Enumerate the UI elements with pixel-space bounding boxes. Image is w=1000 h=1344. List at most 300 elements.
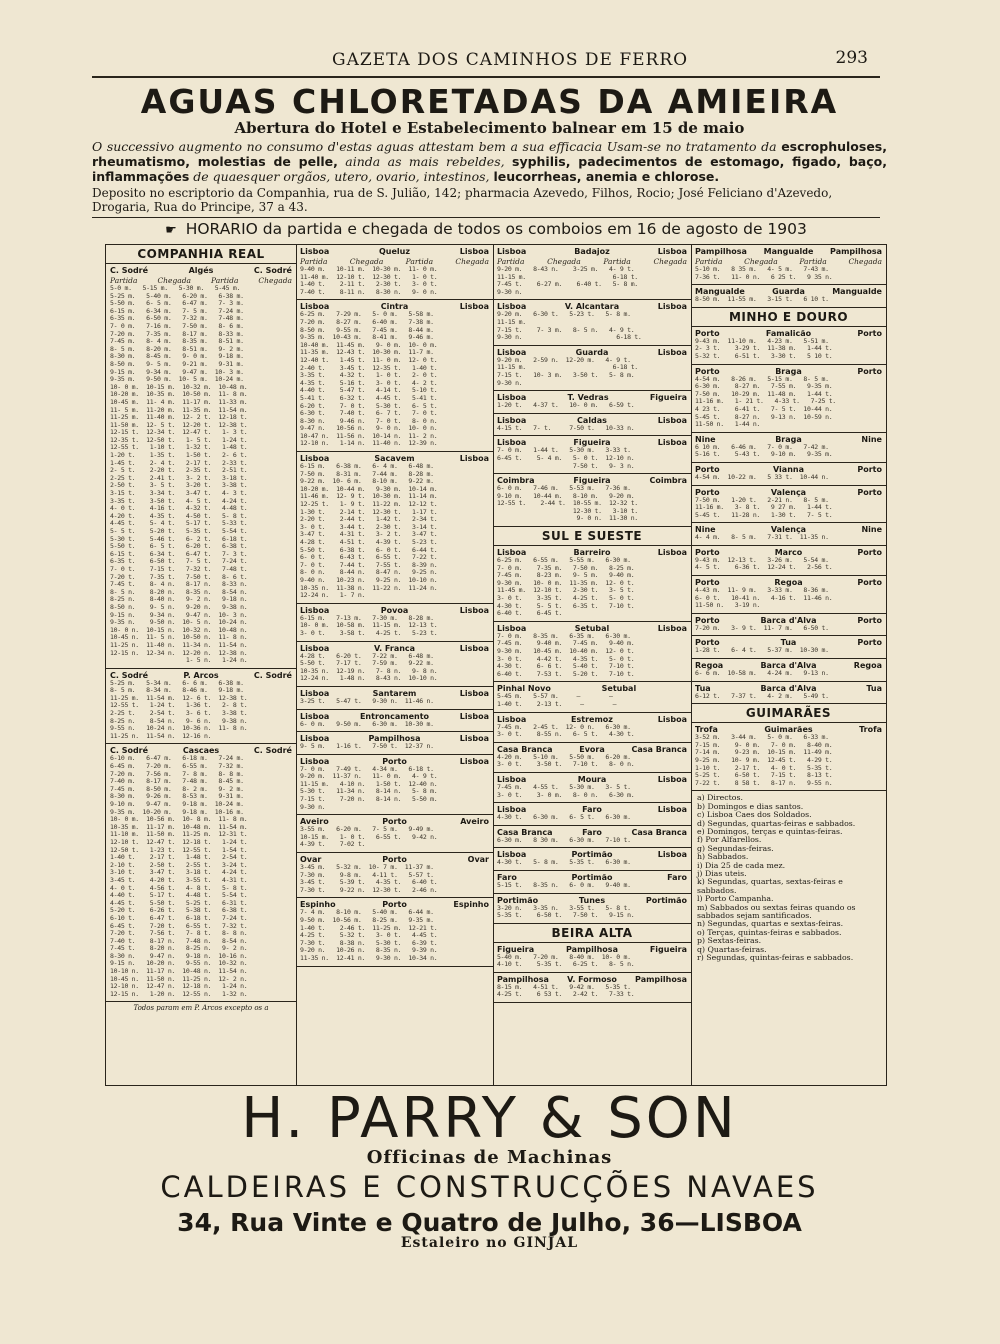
- station-name: C. Sodré: [110, 266, 149, 275]
- station-header: [300, 734, 489, 743]
- timetable-block: [493, 894, 691, 924]
- time-rows: 6-12 t. 7-37 t. 4- 2 m. 5-49 t.: [695, 692, 829, 700]
- station-name: Figueira: [649, 944, 687, 954]
- station-header: [497, 775, 687, 784]
- station-name: C. Sodré: [110, 670, 149, 680]
- station-header: [695, 247, 882, 256]
- advert-amieira-subheadline: Abertura do Hotel e Estabelecimento balnear em 15 de maio: [234, 119, 745, 137]
- station-header: [497, 745, 687, 754]
- station-name: Porto: [857, 615, 882, 625]
- timetable-block: [493, 436, 691, 474]
- station-name: Lisboa: [300, 247, 330, 256]
- station-name: V. Formoso: [567, 974, 617, 984]
- station-name: Casa Branca: [631, 744, 687, 754]
- legend-item: g) Segundas-feiras.: [697, 843, 774, 853]
- station-header: [497, 828, 687, 837]
- station-name: Lisboa: [497, 393, 527, 403]
- body-text-3: de quaesquer orgãos, utero, ovario, intestinos,: [193, 169, 490, 184]
- station-header: [300, 900, 489, 909]
- timetable-block: [691, 636, 886, 659]
- legend-item: k) Segundas, quartas, sextas-feiras e sabbados.: [697, 877, 843, 895]
- timetable-block: [691, 433, 886, 463]
- column-label: Partida: [799, 257, 827, 266]
- station-name: Lisboa: [459, 454, 489, 464]
- station-name: Porto: [857, 487, 882, 497]
- timetable-block: [296, 642, 493, 687]
- station-header: [497, 896, 687, 905]
- station-name: Lisboa: [657, 438, 687, 448]
- station-name: Aveiro: [460, 817, 489, 827]
- station-header: [695, 548, 882, 557]
- station-name: Porto: [857, 638, 882, 648]
- column-label: Chegada: [157, 276, 191, 285]
- station-name: Pampilhosa: [635, 974, 687, 984]
- timetable-grid: [105, 244, 887, 1086]
- timetable-block: [296, 300, 493, 452]
- legend-item: j) Dias uteis.: [697, 869, 747, 879]
- time-rows: 5-15 t. 8-35 n. 6- 0 m. 9-40 m.: [497, 881, 631, 889]
- timetable-block: [493, 346, 691, 391]
- timetable-block: [106, 264, 296, 669]
- timetable-column-2: [296, 245, 494, 1085]
- station-name: Lisboa: [459, 734, 489, 744]
- station-name: Mangualde: [832, 287, 882, 297]
- timetable-block: [493, 300, 691, 345]
- timetable-block: [493, 826, 691, 849]
- timetable-block: [493, 713, 691, 743]
- station-name: Lisboa: [657, 415, 687, 425]
- time-rows: 9-20 m. 8-43 n. 3-25 m. 4- 9 t. 11-15 m. 6-18 t. 7-45 t. 6-27 m. 6-40 t. 5- 8 m. 9-30 n.: [497, 266, 638, 296]
- station-header: [497, 348, 687, 357]
- time-rows: 3-25 t. 5-47 t. 9-30 n. 11-46 n.: [300, 697, 434, 705]
- station-header: [300, 644, 489, 653]
- station-name: Lisboa: [497, 438, 527, 448]
- station-name: Lisboa: [300, 756, 330, 766]
- time-rows: 4- 4 m. 8- 5 m. 7-31 t. 11-35 n.: [695, 534, 829, 542]
- station-name: Mangualde: [763, 247, 814, 256]
- time-rows: 6- 6 m. 10-58 m. 4-24 m. 9-13 n.: [695, 670, 829, 678]
- station-header: [300, 454, 489, 463]
- column-label: Chegada: [349, 257, 384, 266]
- station-name: Setubal: [574, 623, 610, 633]
- time-rows: 3-55 m. 6-20 m. 7- 5 m. 9-49 m. 10-15 m. 1- 0 t. 6-55 t. 9-42 n. 4-39 t. 7-02 t.: [300, 826, 438, 849]
- station-name: Lisboa: [657, 548, 687, 558]
- station-name: Ovar: [467, 855, 489, 865]
- body-bold-3: leucorrheas, anemia e chlorose.: [493, 169, 720, 184]
- station-name: Espinho: [453, 900, 489, 910]
- station-name: Lisboa: [459, 756, 489, 766]
- station-name: Coimbra: [649, 476, 687, 486]
- station-header: [110, 746, 292, 755]
- legend-item: b) Domingos e dias santos.: [697, 801, 804, 811]
- station-header: [695, 329, 882, 338]
- time-rows: 9-43 m. 12-13 t. 3-26 m. 5-54 m. 4- 5 t. 6-36 t. 12-24 t. 2-56 t.: [695, 556, 833, 572]
- station-name: Porto: [695, 578, 720, 588]
- time-rows: 5-45 m. 5-57 m. — — 1-40 t. 2-13 t. — —: [497, 693, 617, 708]
- station-name: Lisboa: [459, 688, 489, 698]
- time-rows: 6-25 m. 6-55 m. 5-55 m. 6-30 m. 7- 0 m. 7-35 m. 7-50 m. 8-25 m. 7-45 m. 8-23 m. 9- 5 m. 9-40 m. 9-30 m. 10- 0 m. 11-35 m. 12- 0 t. 11-45 m. 12-10 t. 2-30 t. 3- 5 t. 3- 0 t. 3-35 t. 4-25 t. 5- 0 t. 4-30 t. 5- 5 t. 6-35 t. 7-10 t. 6-40 t. 6-45 t.: [497, 557, 635, 618]
- schedule-title: [92, 217, 880, 238]
- timetable-block: [493, 474, 691, 527]
- station-header: [695, 488, 882, 497]
- timetable-block: [493, 622, 691, 683]
- station-name: Lisboa: [497, 247, 527, 256]
- station-name: Lisboa: [459, 302, 489, 312]
- time-rows: 9-40 m. 10-11 m. 10-30 m. 11- 0 m. 11-40 m. 12-10 t. 12-30 t. 1- 0 t. 1-40 t. 2-11 t. 2-30 t. 3- 0 t. 7-40 t. 8-11 n. 8-30 n. 9- 0 n.: [300, 266, 438, 296]
- station-header: [300, 757, 489, 766]
- station-header: [497, 247, 687, 256]
- station-header: [695, 367, 882, 376]
- column-label: Chegada: [653, 257, 687, 266]
- time-rows: 7-20 m. 3- 9 t. 11- 7 m. 6-50 t.: [695, 624, 829, 632]
- station-header: [497, 945, 687, 954]
- body-text-1: O successivo augmento no consumo d'estas aguas attestam bem a sua efficacia Usam-se no tratamento da: [92, 139, 777, 154]
- column-label: Chegada: [848, 257, 882, 266]
- station-name: Lisboa: [497, 714, 527, 724]
- advert-parry-address: 34, Rua Vinte e Quatro de Julho, 36—LISBOA: [177, 1208, 802, 1237]
- time-rows: 1-28 t. 6- 4 t. 5-37 m. 10-30 m.: [695, 647, 829, 655]
- time-rows: 7- 0 m. 8-35 m. 6-35 m. 6-30 m. 7-45 m. 9-40 m. 7-45 m. 9-40 m. 9-30 m. 10-45 m. 10-40 m. 12- 0 t. 3- 0 t. 4-42 t. 4-35 t. 5- 0 t. 4-30 t. 6- 6 t. 5-40 t. 7-10 t. 6-40 t. 7-53 t. 5-20 t. 7-10 t.: [497, 632, 635, 678]
- time-rows: 8-15 m. 4-51 t. 9-42 m. 5-35 t. 4-25 t. 6 53 t. 2-42 t. 7-33 t.: [497, 983, 635, 999]
- station-name: Portimão: [571, 872, 613, 882]
- time-rows: 4-15 t. 7- t. 7-50 t. 10-33 n.: [497, 424, 635, 432]
- journal-title: GAZETA DOS CAMINHOS DE FERRO: [332, 50, 689, 70]
- time-rows: 9-20 m. 2-59 n. 12-20 m. 4- 9 t. 11-15 m. 6-18 t. 7-15 t. 10- 3 m. 3-50 t. 5- 8 m. 9-30 n.: [497, 356, 638, 387]
- advert-amieira-body: [92, 139, 887, 184]
- timetable-block: [296, 604, 493, 642]
- timetable-column-3: [493, 245, 692, 1085]
- station-name: Coimbra: [497, 476, 535, 486]
- station-header: [497, 302, 687, 311]
- timetable-block: [493, 803, 691, 826]
- legend-item: a) Directos.: [697, 793, 743, 803]
- column-label: Partida: [300, 257, 328, 266]
- station-name: C. Sodré: [110, 746, 149, 756]
- station-name: Entroncamento: [359, 711, 430, 721]
- station-header: [695, 725, 882, 734]
- station-header: [300, 712, 489, 721]
- column-label: Partida: [603, 257, 631, 266]
- station-header: [300, 247, 489, 256]
- station-name: T. Vedras: [567, 393, 609, 403]
- time-rows: 9-20 m. 6-30 t. 5-23 t. 5- 8 m. 11-15 m. 7-15 t. 7- 3 m. 8- 5 n. 4- 9 t. 9-30 n. 6-18 t.: [497, 311, 642, 342]
- station-name: V. Alcantara: [564, 302, 620, 312]
- time-rows: 7-45 m. 2-45 t. 12- 0 n. 6-30 m. 3- 0 t. 8-55 n. 6- 5 t. 4-30 t.: [497, 723, 635, 739]
- station-name: Regoa: [853, 661, 882, 671]
- station-header: [695, 578, 882, 587]
- station-name: Marco: [774, 547, 803, 557]
- station-name: Porto: [857, 328, 882, 338]
- station-name: Lisboa: [657, 850, 687, 860]
- station-name: Povoa: [380, 605, 409, 615]
- timetable-block: [296, 710, 493, 733]
- station-name: Faro: [582, 805, 602, 815]
- station-name: Pampilhosa: [368, 734, 421, 744]
- station-name: Tua: [695, 683, 711, 693]
- station-header: [300, 606, 489, 615]
- timetable-block: [296, 452, 493, 604]
- station-name: Pampilhosa: [566, 944, 618, 954]
- timetable-block: [691, 659, 886, 682]
- section-title: MINHO E DOURO: [691, 308, 886, 327]
- timetable-block: [493, 943, 691, 973]
- timetable-block: [493, 391, 691, 414]
- column-labels: [110, 276, 292, 285]
- station-header: [497, 873, 687, 882]
- timetable-block: [106, 744, 296, 1002]
- station-header: [300, 689, 489, 698]
- advert-amieira-headline: AGUAS CHLORETADAS DA AMIEIRA: [140, 82, 839, 121]
- station-name: C. Sodré: [253, 266, 292, 275]
- time-rows: 4-43 m. 11- 9 m. 3-33 m. 8-36 m. 6- 0 t. 10-41 n. 4-16 t. 11-46 n. 11-50 n. 3-19 n.: [695, 587, 833, 610]
- station-name: Lisboa: [300, 643, 330, 653]
- station-name: Lisboa: [497, 850, 527, 860]
- time-rows: 4-28 t. 6-20 t. 7-22 m. 6-48 m. 5-50 t. 7-17 t. 7-59 m. 9-22 m. 10-35 n. 12-19 n. 7- 8 n. 9- 8 n. 12-24 n. 1-48 n. 8-43 n. 10-10 n.: [300, 652, 438, 683]
- station-name: Ovar: [300, 855, 322, 865]
- time-rows: 4-30 t. 5- 8 m. 5-35 t. 6-30 m.: [497, 859, 631, 867]
- station-name: Guarda: [772, 287, 805, 297]
- station-name: Queluz: [378, 247, 410, 256]
- section-title: GUIMARÃES: [691, 704, 886, 723]
- column-label: Chegada: [455, 257, 489, 266]
- time-rows: 4-20 m. 5-10 m. 5-50 m. 6-20 m. 3- 0 t. 3-50 t. 7-10 t. 8- 0 n.: [497, 753, 635, 769]
- column-label: Partida: [695, 257, 723, 266]
- station-header: [497, 416, 687, 425]
- time-rows: 4-54 m. 10-22 m. 5 33 t. 10-44 n.: [695, 473, 829, 481]
- time-rows: 3-45 m. 5-32 m. 10- 7 m. 11-37 m. 7-30 m. 9-8 m. 4-11 t. 5-57 t. 3-45 t. 5-39 t. 4-35 t. 6-40 t. 7-30 t. 9-22 n. 12-30 t. 2-46 n.: [300, 864, 438, 894]
- station-name: P. Arcos: [183, 670, 219, 680]
- time-rows: 7- 4 m. 8-10 m. 5-40 m. 6-44 m. 9-50 m. 10-56 m. 8-25 m. 9-35 m. 1-40 t. 2-46 t. 11-25 m. 12-21 t. 4-25 t. 5-32 t. 3- 0 t. 4-45 t. 7-30 t. 8-38 n. 5-30 t. 6-39 t. 9-20 n. 10-26 n. 8-35 n. 9-39 n. 11-35 n. 12-41 n. 9-30 n. 10-34 n.: [300, 909, 438, 962]
- station-name: Lisboa: [657, 623, 687, 633]
- timetable-column-4: [691, 245, 886, 1085]
- station-name: Pampilhosa: [695, 247, 747, 256]
- station-name: Vianna: [773, 464, 804, 474]
- legend-item: d) Segundas, quartas-feiras e sabbados.: [697, 818, 856, 828]
- time-rows: 6-30 m. 8 30 m. 6-30 m. 7-10 t.: [497, 836, 631, 844]
- time-rows: 8-50 m. 11-55 m. 3-15 t. 6 10 t.: [695, 296, 829, 304]
- page-number: 293: [835, 48, 868, 68]
- station-header: [110, 671, 292, 680]
- station-name: Lisboa: [459, 247, 489, 256]
- timetable-block: [493, 848, 691, 871]
- station-name: Lisboa: [300, 454, 330, 464]
- legend-item: l) Porto Campanha.: [697, 894, 774, 904]
- station-header: [497, 476, 687, 485]
- time-rows: 6- 0 m. 7-46 m. 5-53 m. 7-36 m. 9-10 m. 10-44 m. 8-10 m. 9-20 m. 12-55 t. 2-44 t. 10-55 m. 12-32 t. 12-30 t. 3-10 t. 9- 0 n. 11-30 n.: [497, 485, 638, 523]
- station-name: Regoa: [774, 578, 803, 588]
- time-rows: 6-10 m. 6-47 m. 6-18 m. 7-24 m. 6-45 m. 7-20 m. 6-55 m. 7-32 m. 7-20 m. 7-56 m. 7- 8 m. 8- 8 m. 7-40 m. 8-17 m. 7-48 m. 8-45 m. 7-45 m. 8-50 m. 8- 2 m. 9- 2 m. 8-30 m. 9-26 m. 8-53 m. 9-31 m. 9-10 m. 9-47 m. 9-18 m. 10-24 m. 9-35 m. 10-20 m. 9-18 m. 10-16 m. 10- 0 m. 10-56 m. 10- 8 m. 11- 8 m. 10-35 m. 11-17 m. 10-48 m. 11-54 m. 11-10 m. 11-50 m. 11-25 m. 12-31 t. 12-10 t. 12-47 t. 12-18 t. 1-24 t. 12-50 t. 1-23 t. 12-55 t. 1-54 t. 1-40 t. 2-17 t. 1-48 t. 2-54 t. 2-10 t. 2-50 t. 2-55 t. 3-24 t. 3-10 t. 3-47 t. 3-18 t. 4-24 t. 3-45 t. 4-20 t. 3-55 t. 4-31 t. 4- 0 t. 4-56 t. 4- 8 t. 5- 8 t. 4-40 t. 5-17 t. 4-48 t. 5-54 t. 4-45 t. 5-50 t. 5-25 t. 6-31 t. 5-20 t. 6-26 t. 5-38 t. 6-38 t. 6-10 t. 6-47 t. 6-18 t. 7-24 t. 6-45 t. 7-20 t. 6-55 t. 7-32 t. 7-20 t. 7-56 t. 7- 8 t. 8- 8 n. 7-40 t. 8-17 n. 7-48 n. 8-54 n. 7-45 t. 8-20 n. 8-25 n. 9- 2 n. 8-30 n. 9-47 n. 9-18 n. 10-16 n. 9-15 n. 10-20 n. 9-55 n. 10-32 n. 10-10 n. 11-17 n. 10-48 n. 11-54 n. 10-45 n. 11-50 n. 11-25 n. 12- 2 n. 12-10 n. 12-47 n. 12-18 n. 1-24 n. 12-15 n. 1-20 n. 12-55 n. 1-32 n.: [110, 755, 248, 998]
- time-rows: 6-25 m. 7-29 m. 5- 0 m. 5-58 m. 7-20 m. 8-27 m. 6-40 m. 7-38 m. 8-50 m. 9-55 m. 7-45 m. 8-44 m. 9-35 m. 10-43 m. 8-41 m. 9-46 m. 10-40 m. 11-45 m. 9- 0 m. 10- 0 m. 11-35 m. 12-43 t. 10-30 m. 11-7 m. 12-40 t. 1-45 t. 11- 0 m. 12- 0 t. 2-40 t. 3-45 t. 12-35 t. 1-40 t. 3-35 t. 4-32 t. 1- 0 t. 2- 0 t. 4-35 t. 5-16 t. 3- 0 t. 4- 2 t. 4-40 t. 5-47 t. 4-14 t. 5-10 t. 5-41 t. 6-32 t. 4-45 t. 5-41 t. 6-20 t. 7- 0 t. 5-30 t. 6- 5 t. 6-30 t. 7-40 t. 6- 7 t. 7- 0 t. 8-30 n. 9-46 n. 7- 0 t. 8- 0 n. 9-47 n. 10-56 n. 9- 0 n. 10- 0 n. 10-47 n. 11-56 n. 10-14 n. 11- 2 n. 12-10 n. 1-14 n. 11-40 n. 12-39 n.: [300, 311, 438, 448]
- station-name: Pampilhosa: [497, 974, 549, 984]
- advert-parry-yard: Estaleiro no GINJAL: [400, 1235, 579, 1251]
- timetable-block: [296, 245, 493, 300]
- time-rows: 5-40 m. 7-20 m. 8-40 m. 10- 0 m. 4-10 t. 5-35 t. 6-25 t. 8- 5 n.: [497, 953, 635, 969]
- timetable-block: [691, 523, 886, 546]
- legend: [691, 791, 886, 965]
- station-name: Figueira: [573, 476, 611, 486]
- timetable-block: [106, 669, 296, 745]
- station-header: [695, 661, 882, 670]
- station-name: Lisboa: [497, 548, 527, 558]
- advert-amieira-address: Deposito no escriptorio da Companhia, rua de S. Julião, 142; pharmacia Azevedo, Filhos, Rocio; José Feliciano d'Azevedo, Drogaria, Rua do Principe, 37 a 43.: [92, 186, 833, 214]
- time-rows: 7-45 m. 4-55 t. 5-30 m. 3- 5 t. 3- 0 t. 3- 0 m. 8- 0 n. 6-30 m.: [497, 783, 635, 799]
- station-name: Figueira: [649, 393, 687, 403]
- body-text-2: ainda as mais rebeldes,: [345, 154, 505, 169]
- station-name: Lisboa: [657, 302, 687, 312]
- station-name: Guimarães: [764, 725, 813, 735]
- station-name: Porto: [857, 547, 882, 557]
- legend-item: f) Por Alfarellos.: [697, 835, 762, 845]
- timetable-block: [296, 687, 493, 710]
- station-name: Evora: [579, 744, 605, 754]
- station-name: Porto: [695, 464, 720, 474]
- station-name: Lisboa: [300, 734, 330, 744]
- timetable-block: [691, 365, 886, 433]
- station-name: Casa Branca: [497, 744, 553, 754]
- time-rows: 6- 0 m. 9-50 m. 6-30 m. 10-30 m.: [300, 720, 434, 728]
- time-rows: 6-15 m. 7-13 m. 7-30 m. 8-28 m. 10- 0 m. 10-58 m. 11-15 m. 12-13 t. 3- 0 t. 3-58 t. 4-25 t. 5-23 t.: [300, 614, 438, 637]
- station-header: [695, 638, 882, 647]
- station-name: Lisboa: [497, 623, 527, 633]
- station-header: [110, 266, 292, 275]
- station-header: [497, 624, 687, 633]
- station-name: Porto: [695, 328, 720, 338]
- station-name: Lisboa: [497, 415, 527, 425]
- station-name: Faro: [497, 872, 517, 882]
- station-name: Porto: [857, 366, 882, 376]
- pointing-hand-icon: ☛: [165, 223, 177, 238]
- station-header: [695, 287, 882, 296]
- station-header: [695, 435, 882, 444]
- station-name: Lisboa: [657, 347, 687, 357]
- station-name: Setubal: [601, 684, 637, 694]
- legend-item: i) Dia 25 de cada mez.: [697, 860, 786, 870]
- station-name: Trofa: [695, 725, 718, 735]
- station-name: Lisboa: [497, 805, 527, 815]
- station-name: Lisboa: [459, 711, 489, 721]
- advert-parry-name: H. PARRY & SON: [241, 1086, 738, 1151]
- timetable-block: [493, 871, 691, 894]
- station-name: Lisboa: [657, 247, 687, 256]
- station-name: Lisboa: [497, 774, 527, 784]
- timetable-block: [493, 414, 691, 437]
- station-header: [497, 438, 687, 447]
- time-rows: 3-52 m. 3-44 m. 5- 0 m. 6-33 m. 7-15 m. 9- 0 m. 7- 0 m. 8-40 m. 7-14 m. 9-23 m. 10-15 m. 11-49 m. 9-25 m. 10- 9 m. 12-45 t. 4-29 t. 1-10 t. 2-17 t. 4- 0 t. 5-35 t. 5-25 t. 6-50 t. 7-15 t. 8-13 t. 7-22 t. 8 58 t. 8-17 n. 9-55 n.: [695, 734, 833, 787]
- time-rows: 5-10 m. 8 35 m. 4- 5 m. 7-43 m. 7-36 t. 11- 0 n. 6 25 t. 9 35 n.: [695, 266, 833, 281]
- station-name: Mangualde: [695, 287, 745, 297]
- body-bold-1: escrophuloses, rheumatismo, molestias de pelle,: [92, 139, 887, 169]
- timetable-block: [296, 732, 493, 755]
- station-name: Porto: [382, 900, 407, 910]
- station-name: Portimão: [497, 895, 539, 905]
- station-name: Estremoz: [571, 714, 613, 724]
- station-name: Lisboa: [300, 688, 330, 698]
- timetable-block: [296, 815, 493, 853]
- station-name: Lisboa: [657, 774, 687, 784]
- advert-amieira: [92, 80, 887, 214]
- station-header: [497, 684, 687, 693]
- station-name: Pinhal Novo: [497, 684, 551, 694]
- station-name: Braga: [775, 366, 802, 376]
- timetable-block: [296, 853, 493, 898]
- legend-item: h) Sabbados.: [697, 852, 749, 862]
- station-name: Barca d'Alva: [760, 615, 817, 625]
- station-name: Caldas: [577, 415, 607, 425]
- station-name: Lisboa: [657, 714, 687, 724]
- station-name: Porto: [382, 855, 407, 865]
- legend-item: r) Segundas, quintas-feiras e sabbados.: [697, 953, 854, 963]
- station-name: Nine: [695, 434, 716, 444]
- timetable-block: [296, 898, 493, 966]
- station-name: Casa Branca: [497, 827, 553, 837]
- time-rows: 9- 5 m. 1-16 t. 7-50 t. 12-37 n.: [300, 743, 434, 751]
- station-name: Lisboa: [497, 302, 527, 312]
- station-name: Figueira: [497, 944, 535, 954]
- station-header: [300, 817, 489, 826]
- station-name: Pampilhosa: [830, 247, 882, 256]
- legend-item: o) Terças, quintas-feiras e sabbados.: [697, 927, 842, 937]
- column-label: Chegada: [744, 257, 778, 266]
- station-name: Tua: [866, 683, 882, 693]
- station-name: Santarem: [372, 688, 417, 698]
- running-header: [92, 48, 880, 78]
- time-rows: 3-20 n. 3-35 n. 3-55 t. 5- 8 t. 5-35 t. 6-50 t. 7-50 t. 9-15 n.: [497, 904, 635, 920]
- timetable-block: [691, 327, 886, 365]
- station-name: Figueira: [573, 438, 611, 448]
- station-name: Porto: [695, 547, 720, 557]
- time-rows: 7-50 m. 1-20 t. 2-21 n. 8- 5 m. 11-16 m. 3- 8 t. 9 27 m. 1-44 t. 5-45 t. 11-28 n. 1-30 t. 7- 5 t.: [695, 496, 833, 519]
- station-name: Cascaes: [182, 746, 220, 756]
- time-rows: 6 10 m. 6-46 m. 7- 0 m. 7-42 m. 5-16 t. 5-43 t. 9-10 m. 9-35 m.: [695, 443, 833, 459]
- legend-item: c) Lisboa Caes dos Soldados.: [697, 810, 812, 820]
- column-labels: [695, 257, 882, 266]
- legend-item: m) Sabbados ou sextas feiras quando os sabbados sejam santificados.: [697, 902, 856, 921]
- station-header: [497, 805, 687, 814]
- station-name: Lisboa: [497, 347, 527, 357]
- column-label: Partida: [210, 276, 239, 285]
- time-rows: 4-30 t. 6-30 m. 6- 5 t. 6-30 m.: [497, 814, 631, 822]
- station-name: Tua: [780, 638, 797, 648]
- station-header: [497, 715, 687, 724]
- station-name: Algés: [188, 266, 214, 275]
- column-labels: [300, 257, 489, 266]
- station-name: Porto: [695, 615, 720, 625]
- station-name: Faro: [582, 827, 602, 837]
- station-name: Famalicão: [765, 328, 812, 338]
- station-name: Lisboa: [657, 805, 687, 815]
- legend-item: q) Quartas-feiras.: [697, 944, 767, 954]
- station-name: C. Sodré: [253, 670, 292, 680]
- timetable-block: [691, 682, 886, 705]
- station-name: Lisboa: [300, 711, 330, 721]
- time-rows: 9-43 m. 11-10 m. 4-23 m. 5-51 m. 2- 3 t. 3-29 t. 11-38 m. 1-44 t. 5-32 t. 6-51 t. 3-30 t. 5 10 t.: [695, 337, 833, 360]
- station-header: [497, 393, 687, 402]
- station-name: Porto: [695, 366, 720, 376]
- station-name: Moura: [577, 774, 607, 784]
- column-label: Partida: [497, 257, 525, 266]
- station-name: Barca d'Alva: [760, 683, 817, 693]
- advert-parry-subtitle: Officinas de Machinas: [366, 1147, 613, 1168]
- station-name: Lisboa: [459, 605, 489, 615]
- timetable-block: [493, 245, 691, 300]
- station-name: Porto: [857, 578, 882, 588]
- station-name: Aveiro: [300, 817, 329, 827]
- timetable-block: [691, 486, 886, 524]
- legend-item: e) Domingos, terças e quintas-feiras.: [697, 827, 843, 836]
- station-name: Porto: [695, 638, 720, 648]
- station-name: Nine: [861, 434, 882, 444]
- timetable-block: [691, 576, 886, 614]
